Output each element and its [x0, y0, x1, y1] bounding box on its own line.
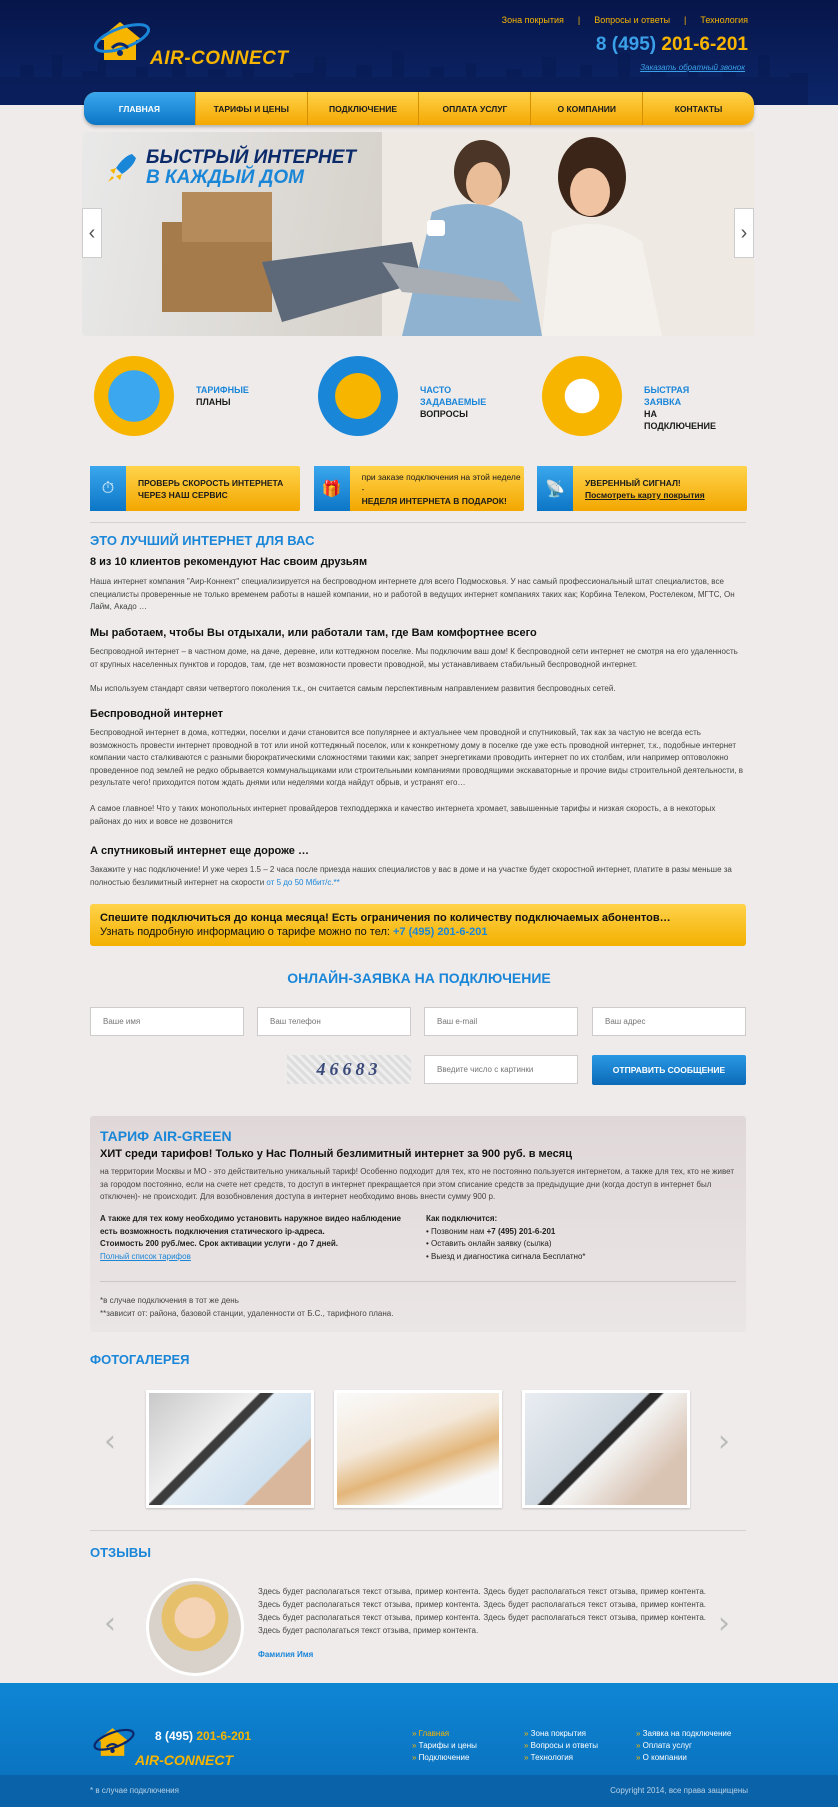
gallery-device-photo[interactable]	[522, 1390, 690, 1508]
submit-button[interactable]: ОТПРАВИТЬ СООБЩЕНИЕ	[592, 1055, 746, 1085]
tariff-box	[90, 1116, 746, 1332]
content-paragraph: Беспроводной интернет – в частном доме, на даче, деревне, или коттеджном поселке. Мы подключим ваш дом! К беспроводной сети интернет не смотря на его удаленность от крупных населенных пунктов и городов, там, где нет возможности провести проводной, мы устанавливаем стабильный беспроводной интернет.	[90, 647, 738, 669]
divider	[100, 1281, 736, 1282]
reviews-prev-arrow[interactable]: ‹	[104, 1606, 116, 1641]
site-header	[0, 0, 838, 105]
banner-prev-button[interactable]: ‹	[82, 208, 102, 258]
promo-line-1: ПРОВЕРЬ СКОРОСТЬ ИНТЕРНЕТА	[138, 477, 284, 488]
footer-link-payment[interactable]: » Оплата услуг	[636, 1740, 731, 1752]
tariff-footnotes	[100, 1294, 393, 1320]
footer-link-faq[interactable]: » Вопросы и ответы	[524, 1740, 598, 1752]
gallery-tablet-photo[interactable]	[146, 1390, 314, 1508]
divider	[90, 522, 746, 523]
footer-link-tariffs[interactable]: » Тарифы и цены	[412, 1740, 477, 1752]
content-paragraph	[90, 864, 746, 889]
tariff-description: на территории Москвы и МО - это действительно уникальный тариф! Особенно подходит для тех, кто не постоянно пользуется интернетом, а также для тех, кто не живет за городом постоянно, если на счете нет средств, то доступ в интернет прекращается при этом списание средств за предыдущие дни (когда доступ в интернет был отключен)- не происходит. Для возобновления доступа в интернет необходимо вновь внести сумму 900 р.	[100, 1167, 734, 1201]
footnote: *в случае подключения в тот же день	[100, 1296, 239, 1305]
content-paragraph: А самое главное! Что у таких монопольных интернет провайдеров техподдержка и качество интернета хромает, завышенные тарифы и низкая скорость, а в некоторых районах до них и вовсе не дозвонится	[90, 804, 716, 826]
feature-label	[196, 384, 249, 408]
divider	[90, 1530, 746, 1531]
rocket-icon	[104, 150, 140, 186]
content-heading: 8 из 10 клиентов рекомендуют Нас своим друзьям	[90, 556, 368, 568]
feature-label	[644, 384, 724, 432]
nav-connection[interactable]: ПОДКЛЮЧЕНИЕ	[308, 92, 420, 125]
address-input[interactable]	[592, 1007, 746, 1036]
banner-next-button[interactable]: ›	[734, 208, 754, 258]
banner-title	[146, 148, 356, 188]
footer-menu-1	[412, 1728, 477, 1764]
step-phone[interactable]: +7 (495) 201-6-201	[486, 1226, 556, 1236]
feature-label-bottom: ВОПРОСЫ	[420, 409, 468, 419]
brand-name: AIR-CONNECT	[150, 48, 289, 69]
top-link-coverage[interactable]: Зона покрытия	[501, 15, 564, 25]
content-paragraph: Наша интернет компания "Аир-Коннект" специализируется на беспроводном интернете для всего Подмосковья. У нас самый профессиональный штат специалистов, все специалисты проверенные не только временем работы в нашей компании, но и работой в ведущих интернет компаниях таких как; Корбина Телеком, Ростелеком, МГТС, Он Лайм, Акадо …	[90, 577, 735, 611]
main-nav	[84, 92, 754, 125]
step-text: • Позвоним нам	[426, 1226, 485, 1236]
tariff-extra-line: А также для тех кому необходимо установить наружное видео наблюдение	[100, 1214, 401, 1223]
feature-label-top: БЫСТРАЯ ЗАЯВКА	[644, 385, 690, 407]
reviewer-name: Фамилия Имя	[258, 1650, 314, 1659]
separator: |	[684, 15, 687, 25]
tariff-extra-line: есть возможность подключения статического ip-адреса.	[100, 1226, 325, 1236]
promo-line-2: ЧЕРЕЗ НАШ СЕРВИС	[138, 489, 228, 500]
promo-line-2: НЕДЕЛЯ ИНТЕРНЕТА В ПОДАРОК!	[361, 495, 507, 506]
content-paragraph: Беспроводной интернет в дома, коттеджи, поселки и дачи становится все популярнее и актуальнее чем проводной и спутниковый, так как за частую не всегда есть возможность провести интернет проводной в тот или иной коттеджный поселок, или к конкретному дому в поселке где уже есть проводной интернет, т.к., подобные интернет компании часто сталкиваются с разными бюрократическими сложностями такими как; запрет энергетиками проводить интернет по их столбам, или например оптоволокно проведенное под землей не редко обрывается коммунальщиками или строительными компаниями проводящими экскаваторные и прочие виды строительной деятельности, в результате чего! приходится потом ждать днями или неделями когда найдут обрыв, и устранят его…	[90, 728, 743, 787]
promo-gift-week[interactable]	[314, 466, 524, 511]
phone-code: 8 (495)	[595, 34, 657, 55]
feature-label	[420, 384, 500, 420]
nav-tariffs[interactable]: ТАРИФЫ И ЦЕНЫ	[196, 92, 308, 125]
tariff-subtitle: ХИТ среди тарифов! Только у Нас Полный безлимитный интернет за 900 руб. в месяц	[100, 1148, 572, 1160]
how-to-connect	[426, 1213, 726, 1263]
promo-coverage-map[interactable]	[537, 466, 747, 511]
top-links	[502, 15, 748, 25]
notice-phone[interactable]: +7 (495) 201-6-201	[392, 926, 488, 938]
footer-phone-code: 8 (495)	[155, 1729, 194, 1743]
footer-phone-number: 201-6-201	[196, 1729, 252, 1743]
review-text: Здесь будет располагаться текст отзыва, пример контента. Здесь будет располагаться текст отзыва, пример контента. Здесь будет располагаться текст отзыва, пример контента. Здесь будет располагаться текст отзыва, пример контента. Здесь будет располагаться текст отзыва, пример контента. Здесь будет располагаться текст отзыва, пример контента. Здесь будет располагаться текст отзыва, пример контента.	[258, 1587, 706, 1635]
gallery-prev-arrow[interactable]: ‹	[104, 1424, 116, 1459]
paragraph-text: Закажите у нас подключение! И уже через 1.5 – 2 часа после приезда наших специалистов у вас в доме и на участке будет скоростной интернет, платите в разы меньше за полностью безлимитный интернет на скорости	[90, 865, 732, 887]
tariff-extra-line: Стоимость 200 руб./мес. Срок активации услуги - до 7 дней.	[100, 1239, 338, 1248]
callback-link[interactable]: Заказать обратный звонок	[640, 63, 745, 72]
graduation-globe-icon	[94, 356, 174, 436]
copyright: Copyright 2014, все права защищены	[610, 1786, 748, 1795]
footer-link-about[interactable]: » О компании	[636, 1752, 731, 1764]
footer-link-home[interactable]: » Главная	[412, 1728, 477, 1740]
nav-payment[interactable]: ОПЛАТА УСЛУГ	[419, 92, 531, 125]
section-title: ЭТО ЛУЧШИЙ ИНТЕРНЕТ ДЛЯ ВАС	[90, 533, 315, 548]
step-text: • Оставить онлайн заявку (сылка)	[426, 1239, 552, 1248]
phone-input[interactable]	[257, 1007, 411, 1036]
all-tariffs-link[interactable]: Полный список тарифов	[100, 1251, 191, 1261]
content-heading: А спутниковый интернет еще дороже …	[90, 845, 309, 857]
speed-highlight: от 5 до 50 Мбит/с.**	[266, 877, 340, 887]
banner-line-2: В КАЖДЫЙ ДОМ	[146, 167, 305, 188]
wifi-house-icon[interactable]	[92, 1722, 136, 1762]
top-link-technology[interactable]: Технология	[700, 15, 748, 25]
wifi-house-icon	[92, 16, 152, 66]
banner-line-1: БЫСТРЫЙ ИНТЕРНЕТ	[146, 147, 357, 168]
feature-label-bottom: НА ПОДКЛЮЧЕНИЕ	[644, 409, 717, 431]
footer-link-connection[interactable]: » Подключение	[412, 1752, 477, 1764]
notice-banner	[90, 904, 746, 946]
footer-link-coverage[interactable]: » Зона покрытия	[524, 1728, 598, 1740]
form-title: ОНЛАЙН-ЗАЯВКА НА ПОДКЛЮЧЕНИЕ	[287, 970, 551, 986]
nav-about[interactable]: О КОМПАНИИ	[531, 92, 643, 125]
feature-label-bottom: ПЛАНЫ	[196, 397, 231, 407]
footnote: **зависит от: района, базовой станции, удаленности от Б.С., тарифного плана.	[100, 1309, 394, 1318]
captcha-input[interactable]	[424, 1055, 578, 1084]
brand-logo[interactable]	[92, 16, 302, 74]
stopwatch-icon: ⏱	[90, 466, 126, 511]
notice-line-2: Узнать подробную информацию о тарифе можно по тел:	[100, 926, 390, 938]
footer-menu-2	[524, 1728, 598, 1764]
document-monitor-icon	[542, 356, 622, 436]
email-input[interactable]	[424, 1007, 578, 1036]
footer-link-request[interactable]: » Заявка на подключение	[636, 1728, 731, 1740]
header-phone[interactable]	[596, 34, 748, 56]
hero-banner	[82, 132, 754, 336]
content-heading: Мы работаем, чтобы Вы отдыхали, или работали там, где Вам комфортнее всего	[90, 627, 537, 639]
notice-line-1: Спешите подключиться до конца месяца! Есть ограничения по количеству подключаемых абонентов…	[100, 912, 671, 924]
nav-contacts[interactable]: КОНТАКТЫ	[674, 103, 723, 114]
footer-link-technology[interactable]: » Технология	[524, 1752, 598, 1764]
name-input[interactable]	[90, 1007, 244, 1036]
nav-home[interactable]: ГЛАВНАЯ	[84, 92, 196, 125]
question-head-icon	[318, 356, 398, 436]
footer-menu-3	[636, 1728, 731, 1764]
gallery-family-photo[interactable]	[334, 1390, 502, 1508]
footer-phone[interactable]	[155, 1729, 251, 1743]
phone-number: 201-6-201	[661, 34, 748, 55]
content-heading: Беспроводной интернет	[90, 708, 224, 720]
coverage-map-link[interactable]: Посмотреть карту покрытия	[585, 489, 705, 500]
feature-faq[interactable]	[310, 344, 500, 444]
how-to-connect-title: Как подключится:	[426, 1214, 498, 1223]
gallery-title: ФОТОГАЛЕРЕЯ	[90, 1352, 190, 1367]
footer-brand: AIR-CONNECT	[135, 1752, 233, 1768]
promo-line-1: при заказе подключения на этой неделе -	[361, 471, 521, 494]
feature-label-top: ЧАСТО ЗАДАВАЕМЫЕ	[420, 385, 487, 407]
top-link-faq[interactable]: Вопросы и ответы	[594, 15, 671, 25]
captcha-image: 46683	[287, 1055, 411, 1084]
feature-tariffs[interactable]	[86, 344, 276, 444]
promo-speed-test[interactable]	[90, 466, 300, 511]
feature-quick-request[interactable]	[534, 344, 724, 444]
feature-label-top: ТАРИФНЫЕ	[196, 385, 249, 395]
gallery-next-arrow[interactable]: ›	[718, 1424, 730, 1459]
gift-icon: 🎁	[314, 466, 350, 511]
tariff-extra	[100, 1213, 410, 1263]
reviewer-avatar	[146, 1578, 244, 1676]
reviews-next-arrow[interactable]: ›	[718, 1606, 730, 1641]
content-paragraph: Мы используем стандарт связи четвертого поколения т.к., он считается самым перспективным направлением развития беспроводных сетей.	[90, 684, 616, 693]
promo-line-1: УВЕРЕННЫЙ СИГНАЛ!	[585, 477, 681, 488]
step-text: • Выезд и диагностика сигнала Бесплатно*	[426, 1251, 586, 1261]
tariff-title: ТАРИФ AIR-GREEN	[100, 1128, 232, 1144]
reviews-title: ОТЗЫВЫ	[90, 1545, 152, 1560]
separator: |	[577, 15, 581, 25]
footer-note: * в случае подключения	[90, 1786, 179, 1795]
signal-tower-icon: 📡	[537, 466, 573, 511]
